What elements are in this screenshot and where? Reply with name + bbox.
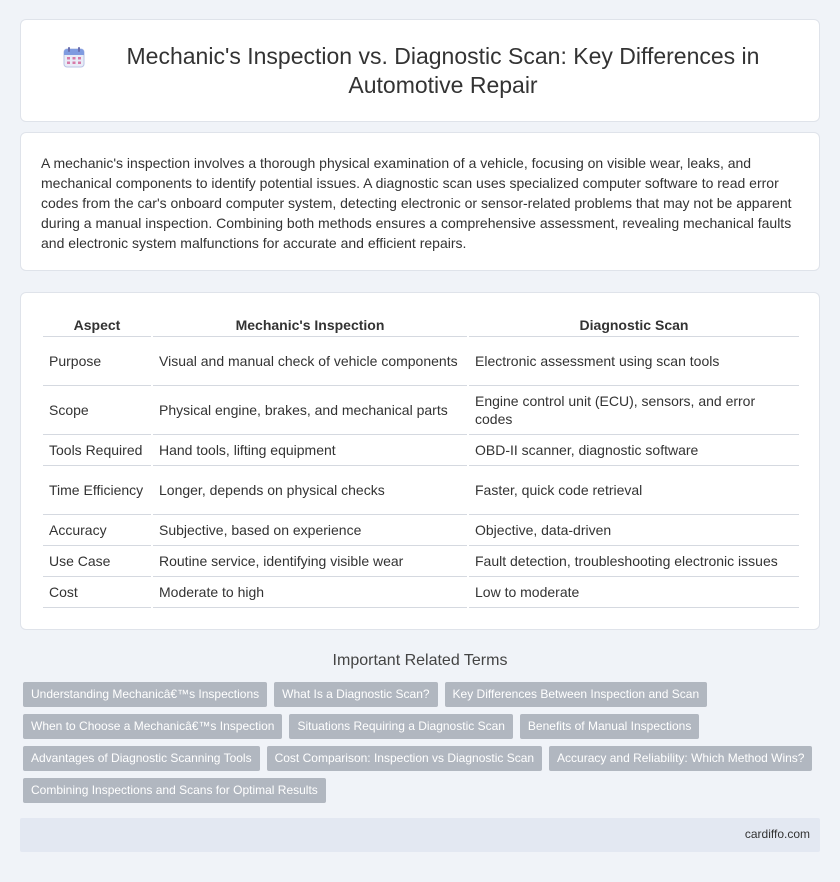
table-row <box>43 546 799 577</box>
table-cell: Hand tools, lifting equipment <box>152 435 468 466</box>
table-row <box>43 515 799 546</box>
table-cell: OBD-II scanner, diagnostic software <box>468 435 799 466</box>
title-wrap <box>50 42 790 100</box>
header-card <box>20 19 820 122</box>
table-cell: Tools Required <box>43 435 152 466</box>
related-tag[interactable]: Key Differences Between Inspection and Scan <box>445 682 708 707</box>
related-terms-title: Important Related Terms <box>332 652 508 669</box>
related-tag[interactable]: What Is a Diagnostic Scan? <box>274 682 437 707</box>
related-tag[interactable]: Cost Comparison: Inspection vs Diagnostic Scan <box>267 746 542 771</box>
table-cell: Longer, depends on physical checks <box>152 466 468 515</box>
table-cell: Moderate to high <box>152 577 468 608</box>
table-cell: Scope <box>43 386 152 435</box>
page-title: Mechanic's Inspection vs. Diagnostic Scan: Key Differences in Automotive Repair <box>126 42 760 98</box>
table-cell: Visual and manual check of vehicle components <box>152 337 468 386</box>
header-aspect: Aspect <box>43 313 152 337</box>
table-cell: Objective, data-driven <box>468 515 799 546</box>
table-row <box>43 466 799 515</box>
table-cell: Subjective, based on experience <box>152 515 468 546</box>
table-row <box>43 435 799 466</box>
header-diagnostic-scan: Diagnostic Scan <box>468 313 799 337</box>
table-cell: Low to moderate <box>468 577 799 608</box>
table-cell: Cost <box>43 577 152 608</box>
intro-card <box>20 132 820 271</box>
related-tag[interactable]: Accuracy and Reliability: Which Method Wins? <box>549 746 812 771</box>
related-tag[interactable]: When to Choose a Mechanicâ€™s Inspection <box>23 714 282 739</box>
comparison-table <box>43 313 799 608</box>
table-cell: Engine control unit (ECU), sensors, and error codes <box>468 386 799 435</box>
related-tag[interactable]: Situations Requiring a Diagnostic Scan <box>289 714 512 739</box>
intro-paragraph: A mechanic's inspection involves a thorough physical examination of a vehicle, focusing on visible wear, leaks, and mechanical components to identify potential issues. A diagnostic scan uses specialized computer software to read error codes from the car's onboard computer system, detecting electronic or sensor-related problems that may not be apparent during a manual inspection. Combining both methods ensures a comprehensive assessment, revealing mechanical faults and electronic system malfunctions for accurate and efficient repairs. <box>41 155 792 251</box>
related-tag[interactable]: Benefits of Manual Inspections <box>520 714 699 739</box>
table-row <box>43 337 799 386</box>
footer-site-link[interactable]: cardiffo.com <box>744 827 810 841</box>
table-cell: Electronic assessment using scan tools <box>468 337 799 386</box>
footer <box>20 818 820 852</box>
related-terms-tags <box>23 682 823 810</box>
table-cell: Physical engine, brakes, and mechanical parts <box>152 386 468 435</box>
table-header-row <box>43 313 799 337</box>
related-tag[interactable]: Understanding Mechanicâ€™s Inspections <box>23 682 267 707</box>
table-cell: Purpose <box>43 337 152 386</box>
table-cell: Routine service, identifying visible wear <box>152 546 468 577</box>
calendar-icon <box>62 45 86 69</box>
table-cell: Use Case <box>43 546 152 577</box>
table-row <box>43 577 799 608</box>
table-cell: Time Efficiency <box>43 466 152 515</box>
table-cell: Accuracy <box>43 515 152 546</box>
table-row <box>43 386 799 435</box>
table-cell: Fault detection, troubleshooting electronic issues <box>468 546 799 577</box>
comparison-table-card <box>20 292 820 630</box>
header-mechanics-inspection: Mechanic's Inspection <box>152 313 468 337</box>
related-tag[interactable]: Advantages of Diagnostic Scanning Tools <box>23 746 260 771</box>
table-cell: Faster, quick code retrieval <box>468 466 799 515</box>
related-tag[interactable]: Combining Inspections and Scans for Optimal Results <box>23 778 326 803</box>
